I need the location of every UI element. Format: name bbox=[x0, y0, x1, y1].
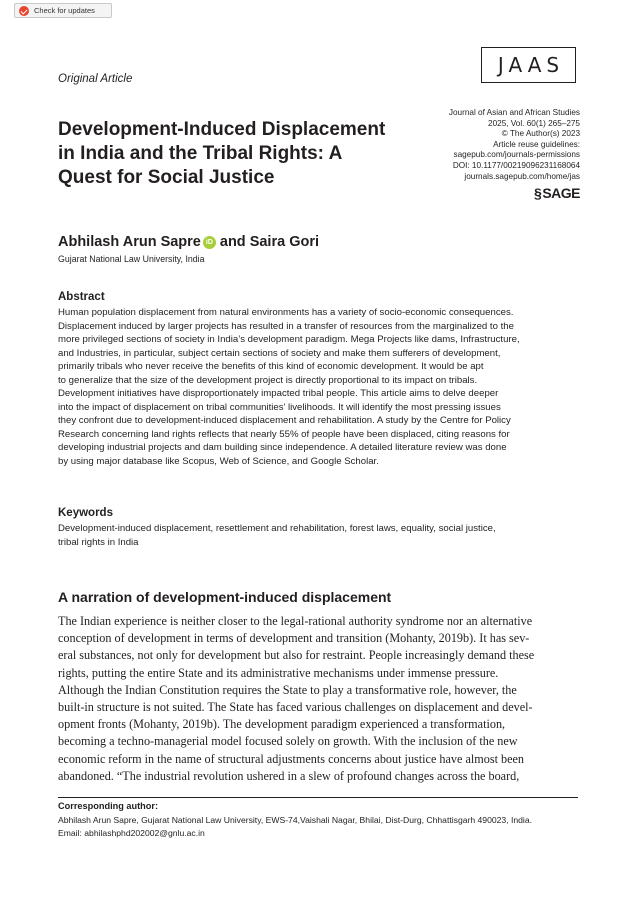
journal-name: Journal of Asian and African Studies bbox=[448, 108, 580, 117]
abstract-line: more privileged sections of society in India’s development paradigm. Mega Projects like dams, Infrastructure, bbox=[58, 334, 520, 345]
sage-logo-text: SAGE bbox=[542, 185, 580, 201]
keywords-body bbox=[58, 522, 578, 549]
corresponding-author-heading: Corresponding author: bbox=[58, 801, 159, 811]
article-title bbox=[58, 118, 428, 190]
authors bbox=[58, 234, 319, 250]
sage-mark-icon: § bbox=[534, 185, 542, 201]
abstract-line: Human population displacement from natural environments has a variety of socio-economic consequences. bbox=[58, 307, 514, 318]
body-line: Although the Indian Constitution requires the State to play a transformative role, however, the bbox=[58, 682, 517, 697]
reuse-label: Article reuse guidelines: bbox=[493, 139, 580, 149]
orcid-icon[interactable]: iD bbox=[203, 236, 216, 249]
copyright: © The Author(s) 2023 bbox=[501, 129, 580, 139]
body-line: conception of development in terms of development and transition (Mohanty, 2019b). It has sev- bbox=[58, 631, 530, 646]
keywords-line: tribal rights in India bbox=[58, 536, 139, 548]
doi-link[interactable]: DOI: 10.1177/00219096231168064 bbox=[452, 160, 580, 170]
check-for-updates-button[interactable] bbox=[14, 3, 112, 18]
corresponding-email[interactable]: Email: abhilashphd202002@gnlu.ac.in bbox=[58, 827, 205, 838]
body-line: eral substances, not only for development but also for restraint. People increasingly demand these bbox=[58, 648, 535, 663]
journal-home-link[interactable]: journals.sagepub.com/home/jas bbox=[464, 171, 580, 181]
journal-volume: 2025, Vol. 60(1) 265–275 bbox=[488, 118, 580, 128]
body-line: abandoned. “The industrial revolution ushered in a slew of profound changes across the board, bbox=[58, 768, 520, 783]
abstract-line: into the impact of displacement on tribal communities’ livelihoods. It will identify the most pressing issues bbox=[58, 401, 501, 413]
check-updates-label: Check for updates bbox=[34, 6, 95, 15]
abstract-line: Development initiatives have disproportionately impacted tribal people. This article aims to delve deeper bbox=[58, 388, 499, 399]
article-type: Original Article bbox=[58, 73, 133, 85]
corresponding-author-details bbox=[58, 814, 588, 839]
permissions-link[interactable]: sagepub.com/journals-permissions bbox=[453, 150, 580, 160]
abstract-line: developing industrial projects and dam building since independence. A detailed literature review was done bbox=[58, 442, 507, 453]
abstract-line: by using major database like Scopus, Web of Science, and Google Scholar. bbox=[58, 455, 379, 467]
title-line: Development-Induced Displacement bbox=[58, 119, 386, 140]
affiliation: Gujarat National Law University, India bbox=[58, 254, 205, 264]
section-heading: A narration of development-induced displacement bbox=[58, 589, 392, 605]
keywords-line: Development-induced displacement, resettlement and rehabilitation, forest laws, equality, social justice, bbox=[58, 523, 496, 534]
title-line: Quest for Social Justice bbox=[58, 167, 275, 188]
abstract-line: and Industries, in particular, subject certain sections of society and make them sufferers of development, bbox=[58, 347, 501, 359]
abstract-line: Displacement induced by larger projects has resulted in a transfer of resources from the marginalized to the bbox=[58, 320, 514, 332]
journal-logo: JAAS bbox=[481, 47, 576, 83]
body-line: rights, putting the entire State and its administrative mechanisms under immense pressure. bbox=[58, 665, 499, 680]
body-line: economic reform in the name of structural adjustments concerns about justice have almost been bbox=[58, 751, 525, 766]
abstract-line: Research concerning land rights reflects that nearly 55% of people have been displaced, citing reasons for bbox=[58, 428, 510, 440]
abstract-line: they confront due to development-induced displacement and rehabilitation. A study by the Centre for Policy bbox=[58, 415, 511, 426]
sage-logo bbox=[534, 185, 580, 201]
abstract-line: to generalize that the size of the development project is directly proportional to its impact on tribals. bbox=[58, 374, 478, 386]
body-line: built-in structure is not suited. The State has faced various challenges on displacement and devel- bbox=[58, 700, 533, 715]
title-line: in India and the Tribal Rights: A bbox=[58, 143, 343, 164]
body-line: becoming a techno-managerial model focused solely on growth. With the inclusion of the new bbox=[58, 734, 518, 749]
corresponding-address: Abhilash Arun Sapre, Gujarat National Law University, EWS-74,Vaishali Nagar, Bhilai, Dist-Durg, Chhattisgarh 490023, India. bbox=[58, 815, 533, 825]
body-line: The Indian experience is neither closer to the legal-rational authority syndrome nor an alternative bbox=[58, 614, 533, 628]
footnote-divider bbox=[58, 797, 578, 798]
author-name: Abhilash Arun Sapre bbox=[58, 234, 201, 250]
crossmark-icon bbox=[19, 6, 29, 16]
abstract-line: primarily tribals who never receive the benefits of this kind of economic development. It would be apt bbox=[58, 361, 484, 372]
author-name: and Saira Gori bbox=[219, 234, 320, 250]
abstract-heading: Abstract bbox=[58, 291, 105, 303]
body-line: opment fronts (Mohanty, 2019b). The development paradigm experienced a transformation, bbox=[58, 717, 506, 732]
section-body bbox=[58, 613, 578, 785]
abstract-body bbox=[58, 306, 578, 468]
keywords-heading: Keywords bbox=[58, 507, 113, 519]
journal-info bbox=[449, 108, 580, 182]
